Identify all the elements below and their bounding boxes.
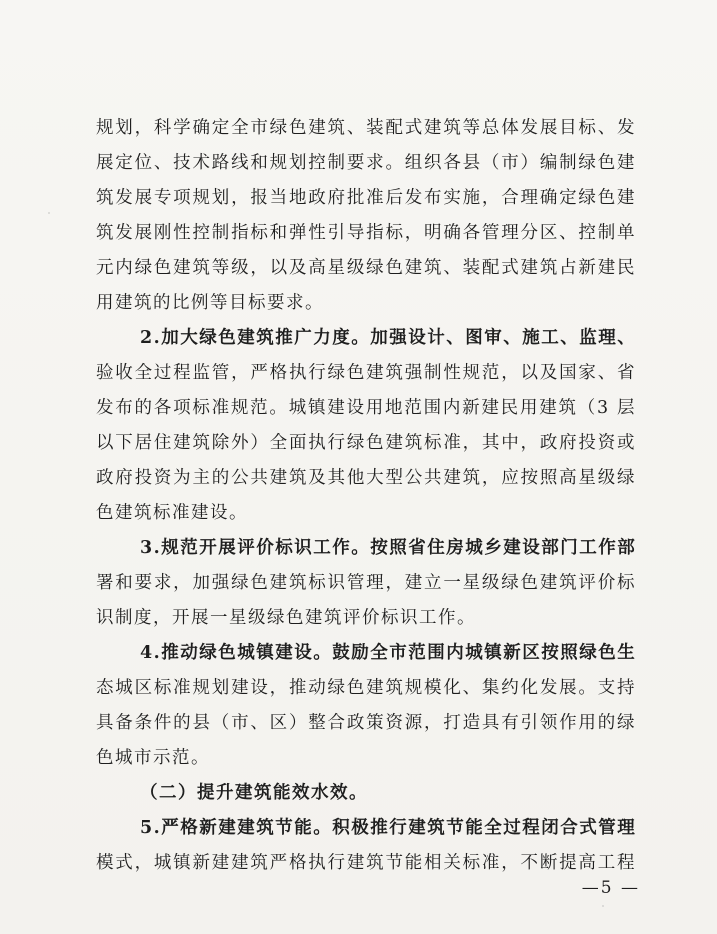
text-line-9: 发布的各项标准规范。城镇建设用地范围内新建民用建筑（3 层 (96, 398, 636, 418)
text-line-6: 用建筑的比例等目标要求。 (96, 293, 324, 313)
scan-speck (48, 212, 50, 214)
text-line-4: 筑发展刚性控制指标和弹性引导指标，明确各管理分区、控制单 (96, 223, 636, 243)
text-line-8: 验收全过程监管，严格执行绿色建筑强制性规范，以及国家、省 (96, 363, 636, 383)
scan-speck (602, 905, 604, 907)
text-line-14: 署和要求，加强绿色建筑标识管理，建立一星级绿色建筑评价标 (96, 573, 636, 593)
text-line-18: 具备条件的县（市、区）整合政策资源，打造具有引领作用的绿 (96, 713, 636, 733)
text-line-5: 元内绿色建筑等级，以及高星级绿色建筑、装配式建筑占新建民 (96, 258, 636, 278)
text-line-3: 筑发展专项规划，报当地政府批准后发布实施，合理确定绿色建 (96, 188, 636, 208)
text-line-12: 色建筑标准建设。 (96, 503, 248, 523)
text-line-19: 色城市示范。 (96, 748, 210, 768)
text-line-15: 识制度，开展一星级绿色建筑评价标识工作。 (96, 608, 476, 628)
subsection-heading: （二）提升建筑能效水效。 (140, 783, 368, 803)
section-heading-4: 4.推动绿色城镇建设。鼓励全市范围内城镇新区按照绿色生 (140, 643, 636, 663)
section-heading-3: 3.规范开展评价标识工作。按照省住房城乡建设部门工作部 (140, 538, 636, 558)
text-line-11: 政府投资为主的公共建筑及其他大型公共建筑，应按照高星级绿 (96, 468, 636, 488)
text-line-1: 规划，科学确定全市绿色建筑、装配式建筑等总体发展目标、发 (96, 118, 636, 138)
text-line-22: 模式，城镇新建建筑严格执行建筑节能相关标准，不断提高工程 (96, 853, 636, 873)
page-number: —5 — (581, 878, 640, 898)
section-heading-2: 2.加大绿色建筑推广力度。加强设计、图审、施工、监理、 (140, 328, 636, 348)
text-line-2: 展定位、技术路线和规划控制要求。组织各县（市）编制绿色建 (96, 153, 636, 173)
text-line-10: 以下居住建筑除外）全面执行绿色建筑标准，其中，政府投资或 (96, 433, 636, 453)
text-line-17: 态城区标准规划建设，推动绿色建筑规模化、集约化发展。支持 (96, 678, 636, 698)
section-heading-5: 5.严格新建建筑节能。积极推行建筑节能全过程闭合式管理 (140, 818, 636, 838)
